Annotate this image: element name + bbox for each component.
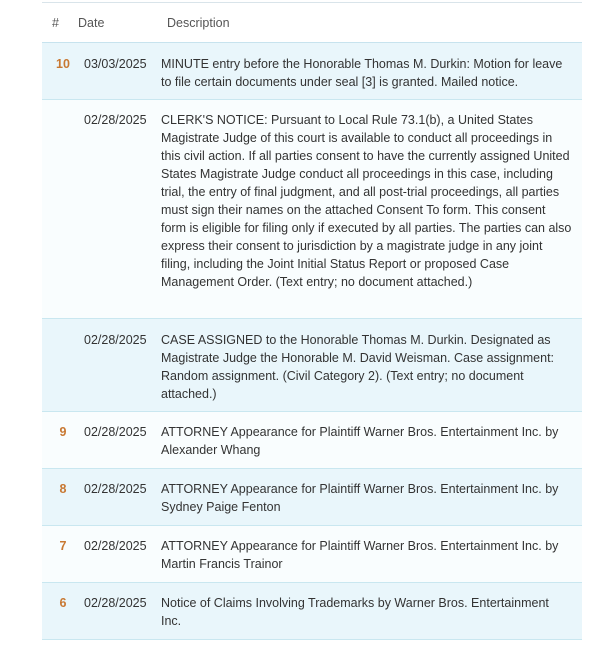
table-row — [42, 583, 582, 640]
entry-date: 02/28/2025 — [84, 482, 147, 496]
entry-date: 02/28/2025 — [84, 425, 147, 439]
entry-description: ATTORNEY Appearance for Plaintiff Warner Bros. Entertainment Inc. by Martin Francis Trainor — [161, 539, 559, 571]
header-number: # — [52, 15, 59, 30]
entry-number[interactable]: 8 — [59, 482, 67, 496]
entry-date: 02/28/2025 — [84, 596, 147, 610]
entry-number[interactable]: 9 — [59, 425, 67, 439]
table-row — [42, 469, 582, 526]
entry-number[interactable]: 10 — [56, 57, 70, 71]
entry-number[interactable]: 6 — [59, 596, 67, 610]
table-row — [42, 100, 582, 319]
table-row — [42, 412, 582, 469]
entry-number[interactable]: 7 — [59, 539, 67, 553]
table-row — [42, 526, 582, 583]
entry-description: ATTORNEY Appearance for Plaintiff Warner Bros. Entertainment Inc. by Alexander Whang — [161, 425, 559, 457]
entry-description: ATTORNEY Appearance for Plaintiff Warner Bros. Entertainment Inc. by Sydney Paige Fenton — [161, 482, 559, 514]
table-row — [42, 43, 582, 100]
entry-date: 02/28/2025 — [84, 539, 147, 553]
table-header — [42, 3, 582, 43]
entry-date: 02/28/2025 — [84, 333, 147, 347]
table-row — [42, 319, 582, 412]
header-date: Date — [78, 15, 105, 30]
entry-date: 02/28/2025 — [84, 113, 147, 127]
header-description: Description — [167, 15, 230, 30]
entry-description: Notice of Claims Involving Trademarks by Warner Bros. Entertainment Inc. — [161, 596, 549, 628]
docket-table — [42, 2, 582, 640]
entry-description: CLERK'S NOTICE: Pursuant to Local Rule 73.1(b), a United States Magistrate Judge of this court is available to conduct all proceedings in this civil action. If all parties consent to have the currently assigned United States Magistrate Judge conduct all proceedings in this case, including trial, the entry of final judgment, and all post-trial proceedings, all parties must sign their names on the attached Consent To form. This consent form is eligible for filing only if executed by all parties. The parties can also express their consent to jurisdiction by a magistrate judge in any joint filing, including the Joint Initial Status Report or proposed Case Management Order. (Text entry; no document attached.) — [161, 113, 572, 289]
entry-description: CASE ASSIGNED to the Honorable Thomas M. Durkin. Designated as Magistrate Judge the Honorable M. David Weisman. Case assignment: Random assignment. (Civil Category 2). (Text entry; no document attached.) — [161, 333, 555, 401]
entry-date: 03/03/2025 — [84, 57, 147, 71]
entry-description: MINUTE entry before the Honorable Thomas M. Durkin: Motion for leave to file certain documents under seal [3] is granted. Mailed notice. — [161, 57, 563, 89]
